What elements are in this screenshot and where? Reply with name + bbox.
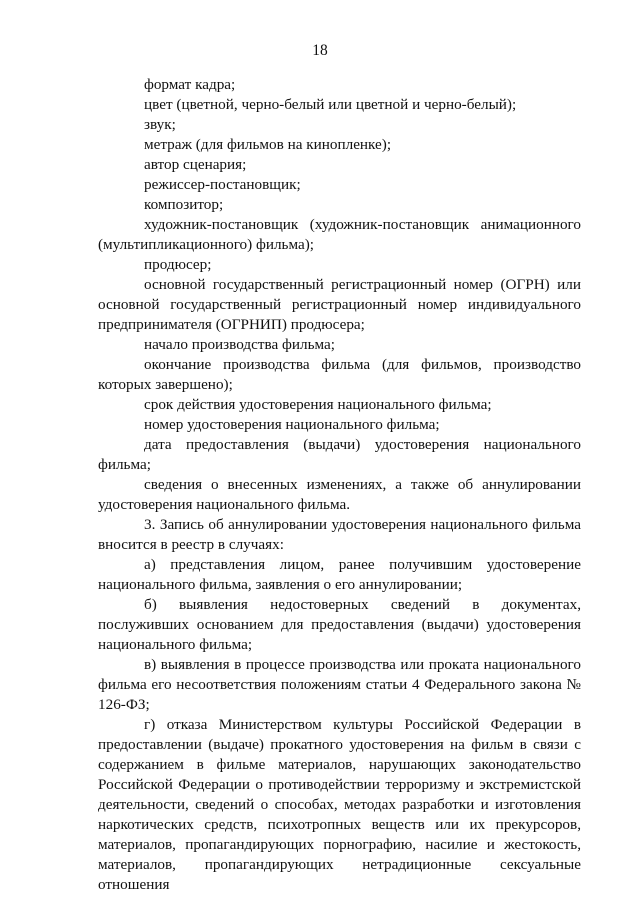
- document-body: [98, 75, 581, 895]
- paragraph-changes-info: сведения о внесенных изменениях, а также об аннулировании удостоверения национального фильма.: [98, 476, 581, 513]
- paragraph-production-start: начало производства фильма;: [144, 336, 335, 353]
- paragraph-certificate-number: номер удостоверения национального фильма;: [144, 416, 440, 433]
- paragraph-section-3: 3. Запись об аннулировании удостоверения национального фильма вносится в реестр в случаях:: [98, 516, 581, 553]
- paragraph-certificate-validity: срок действия удостоверения национального фильма;: [144, 396, 492, 413]
- paragraph-producer: продюсер;: [144, 256, 212, 273]
- paragraph-frame-format: формат кадра;: [144, 76, 236, 93]
- paragraph-item-b: б) выявления недостоверных сведений в документах, послуживших основанием для предоставления (выдачи) удостоверения национального фильма;: [98, 596, 581, 653]
- paragraph-sound: звук;: [144, 116, 176, 133]
- paragraph-item-g: г) отказа Министерством культуры Российской Федерации в предоставлении (выдаче) прокатного удостоверения на фильм в связи с содержанием в фильме материалов, нарушающих законодательство Российской Федерации о противодействии терроризму и экстремистской деятельности, сведений о способах, методах разработки и изготовления наркотических средств, психотропных веществ или их прекурсоров, материалов, пропагандирующих порнографию, насилие и жестокость, материалов, пропагандирующих нетрадиционные сексуальные отношения: [98, 716, 581, 893]
- paragraph-item-a: а) представления лицом, ранее получившим удостоверение национального фильма, заявления о его аннулировании;: [98, 556, 581, 593]
- paragraph-ogrn: основной государственный регистрационный номер (ОГРН) или основной государственный регистрационный номер индивидуального предпринимателя (ОГРНИП) продюсера;: [98, 276, 581, 333]
- paragraph-certificate-date: дата предоставления (выдачи) удостоверения национального фильма;: [98, 436, 581, 473]
- paragraph-item-v: в) выявления в процессе производства или проката национального фильма его несоответствия положениям статьи 4 Федерального закона № 126-ФЗ;: [98, 656, 581, 713]
- paragraph-screenwriter: автор сценария;: [144, 156, 247, 173]
- paragraph-production-end: окончание производства фильма (для фильмов, производство которых завершено);: [98, 356, 581, 393]
- page-number: 18: [312, 42, 328, 59]
- paragraph-color: цвет (цветной, черно-белый или цветной и черно-белый);: [144, 96, 517, 113]
- paragraph-director: режиссер-постановщик;: [144, 176, 301, 193]
- paragraph-composer: композитор;: [144, 196, 224, 213]
- paragraph-footage: метраж (для фильмов на кинопленке);: [144, 136, 392, 153]
- paragraph-production-designer: художник-постановщик (художник-постановщик анимационного (мультипликационного) фильма);: [98, 216, 581, 253]
